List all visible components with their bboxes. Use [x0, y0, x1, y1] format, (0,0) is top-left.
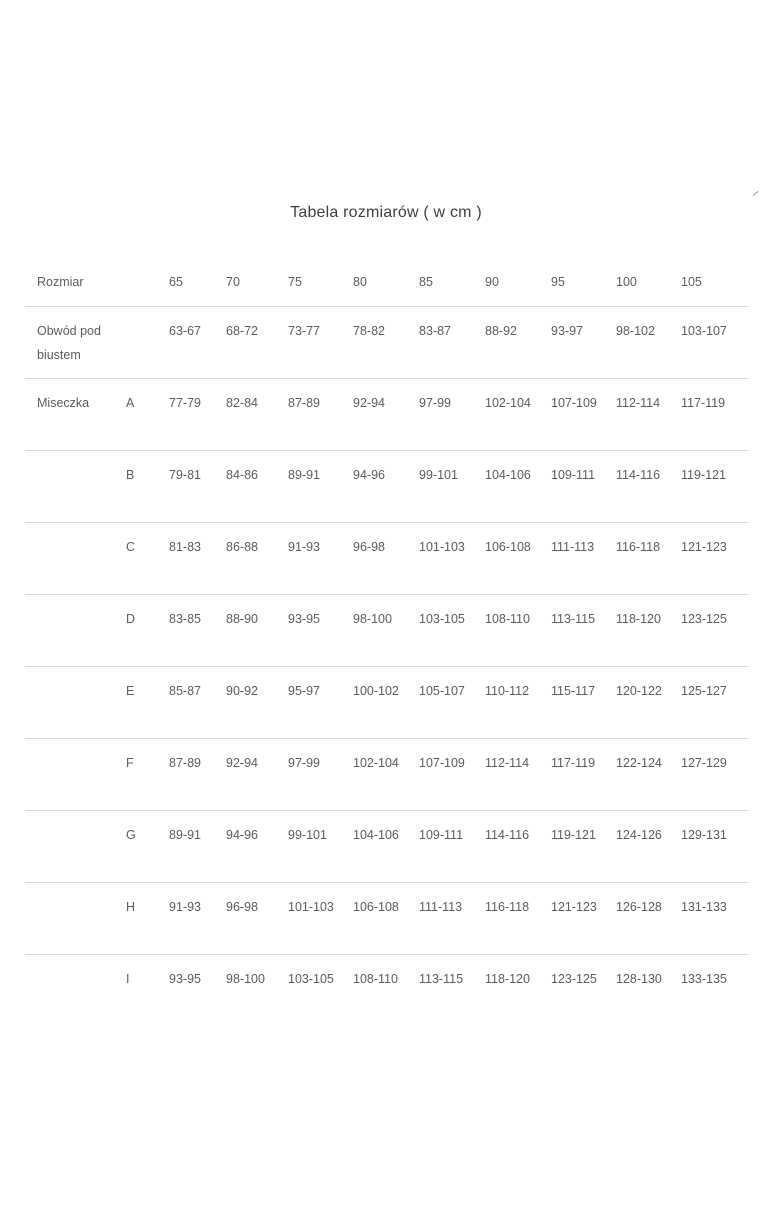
cup-letter-cell: F	[126, 738, 169, 810]
table-row	[25, 954, 749, 1026]
table-row	[25, 810, 749, 882]
empty-cell	[25, 882, 126, 954]
cup-value-cell: 91-93	[169, 882, 226, 954]
size-header-cell: 65	[169, 258, 226, 306]
cup-value-cell: 79-81	[169, 450, 226, 522]
cup-value-cell: 101-103	[288, 882, 353, 954]
cup-value-cell: 118-120	[616, 594, 681, 666]
cup-value-cell: 124-126	[616, 810, 681, 882]
cup-value-cell: 103-105	[288, 971, 334, 986]
cup-value-cell: 131-133	[681, 882, 749, 954]
cup-letter-cell: G	[126, 810, 169, 882]
band-value-cell: 68-72	[226, 306, 288, 378]
cup-value-cell: 97-99	[288, 738, 353, 810]
cup-value-cell: 108-110	[353, 971, 398, 986]
empty-cell	[25, 450, 126, 522]
size-header-cell: 80	[353, 258, 419, 306]
cup-value-cell: 101-103	[419, 522, 485, 594]
cup-value-cell: 91-93	[288, 522, 353, 594]
cup-value-cell: 89-91	[288, 450, 353, 522]
cup-value-cell: 108-110	[485, 594, 551, 666]
table-row	[25, 522, 749, 594]
band-value-cell: 93-97	[551, 306, 616, 378]
cup-value-cell: 121-123	[551, 882, 616, 954]
cup-value-cell: 116-118	[616, 522, 681, 594]
cup-value-cell: 96-98	[226, 882, 288, 954]
cup-value-cell: 84-86	[226, 450, 288, 522]
band-value-cell: 88-92	[485, 306, 551, 378]
cup-value-cell: 113-115	[419, 971, 464, 986]
cup-value-cell: 128-130	[616, 971, 662, 986]
size-header-cell: 75	[288, 258, 353, 306]
size-header-cell: 90	[485, 258, 551, 306]
cup-value-cell: 99-101	[288, 810, 353, 882]
cup-value-cell: 126-128	[616, 882, 681, 954]
table-row	[25, 450, 749, 522]
size-header-cell: 105	[681, 258, 749, 306]
cup-value-cell: 88-90	[226, 594, 288, 666]
empty-cell	[25, 810, 126, 882]
empty-cell	[25, 738, 126, 810]
cup-value-cell: 85-87	[169, 666, 226, 738]
cup-value-cell: 92-94	[226, 738, 288, 810]
cup-value-cell: 93-95	[288, 594, 353, 666]
table-row	[25, 594, 749, 666]
band-value-cell: 98-102	[616, 306, 681, 378]
empty-cell	[126, 258, 169, 306]
cup-value-cell: 77-79	[169, 378, 226, 450]
cup-value-cell: 109-111	[551, 450, 616, 522]
cup-value-cell: 90-92	[226, 666, 288, 738]
cup-value-cell: 114-116	[485, 810, 551, 882]
table-row	[25, 378, 749, 450]
cup-value-cell: 125-127	[681, 666, 749, 738]
cup-value-cell: 115-117	[551, 666, 616, 738]
cup-value-cell: 112-114	[616, 378, 681, 450]
band-value-cell: 78-82	[353, 306, 419, 378]
table-body	[25, 258, 749, 1026]
band-value-cell: 103-107	[681, 306, 749, 378]
cup-letter-cell: D	[126, 594, 169, 666]
cup-value-cell: 123-125	[551, 971, 597, 986]
size-header-cell: 95	[551, 258, 616, 306]
size-header-cell: 70	[226, 258, 288, 306]
cup-value-cell: 87-89	[288, 378, 353, 450]
cup-value-cell: 111-113	[551, 522, 616, 594]
size-header-row	[25, 258, 749, 306]
cup-letter-cell: A	[126, 378, 169, 450]
cup-value-cell: 100-102	[353, 666, 419, 738]
cup-letter-cell: I	[126, 971, 130, 986]
cup-value-cell: 107-109	[551, 378, 616, 450]
cup-letter-cell: H	[126, 882, 169, 954]
cup-value-cell: 133-135	[681, 971, 727, 986]
cup-value-cell: 92-94	[353, 378, 419, 450]
band-value-cell: 83-87	[419, 306, 485, 378]
cup-value-cell: 95-97	[288, 666, 353, 738]
corner-mark	[752, 191, 758, 196]
cup-value-cell: 97-99	[419, 378, 485, 450]
size-table	[25, 258, 749, 1026]
empty-cell	[25, 522, 126, 594]
cup-value-cell: 87-89	[169, 738, 226, 810]
cup-value-cell: 89-91	[169, 810, 226, 882]
cup-value-cell: 120-122	[616, 666, 681, 738]
cup-value-cell: 109-111	[419, 810, 485, 882]
empty-cell	[25, 594, 126, 666]
cup-value-cell: 82-84	[226, 378, 288, 450]
cup-value-cell: 98-100	[226, 971, 265, 986]
cup-value-cell: 114-116	[616, 450, 681, 522]
cup-row-label: Miseczka	[25, 378, 126, 450]
cup-value-cell: 93-95	[169, 971, 201, 986]
cup-value-cell: 102-104	[353, 738, 419, 810]
cup-value-cell: 116-118	[485, 882, 551, 954]
cup-value-cell: 117-119	[551, 738, 616, 810]
cup-value-cell: 103-105	[419, 594, 485, 666]
cup-value-cell: 98-100	[353, 594, 419, 666]
cup-value-cell: 111-113	[419, 882, 485, 954]
empty-cell	[25, 666, 126, 738]
cup-value-cell: 129-131	[681, 810, 749, 882]
band-value-cell: 63-67	[169, 306, 226, 378]
cup-value-cell: 102-104	[485, 378, 551, 450]
cup-value-cell: 107-109	[419, 738, 485, 810]
cup-value-cell: 110-112	[485, 666, 551, 738]
band-row	[25, 306, 749, 378]
cup-value-cell: 81-83	[169, 522, 226, 594]
size-header-cell: 100	[616, 258, 681, 306]
table-row	[25, 738, 749, 810]
cup-letter-cell: B	[126, 450, 169, 522]
page-title: Tabela rozmiarów ( w cm )	[290, 204, 482, 221]
cup-value-cell: 104-106	[353, 810, 419, 882]
cup-letter-cell: E	[126, 666, 169, 738]
cup-value-cell: 113-115	[551, 594, 616, 666]
cup-value-cell: 105-107	[419, 666, 485, 738]
cup-value-cell: 119-121	[681, 450, 749, 522]
cup-value-cell: 83-85	[169, 594, 226, 666]
band-row-label: Obwód pod biustem	[25, 306, 126, 378]
empty-cell	[126, 306, 169, 378]
cup-value-cell: 118-120	[485, 971, 530, 986]
cup-value-cell: 112-114	[485, 738, 551, 810]
cup-letter-cell: C	[126, 522, 169, 594]
band-value-cell: 73-77	[288, 306, 353, 378]
table-row	[25, 666, 749, 738]
cup-value-cell: 121-123	[681, 522, 749, 594]
cup-value-cell: 106-108	[353, 882, 419, 954]
cup-value-cell: 94-96	[353, 450, 419, 522]
cup-value-cell: 106-108	[485, 522, 551, 594]
cup-value-cell: 117-119	[681, 378, 749, 450]
cup-value-cell: 122-124	[616, 738, 681, 810]
cup-value-cell: 99-101	[419, 450, 485, 522]
cup-value-cell: 127-129	[681, 738, 749, 810]
size-header-cell: 85	[419, 258, 485, 306]
cup-value-cell: 119-121	[551, 810, 616, 882]
cup-value-cell: 94-96	[226, 810, 288, 882]
cup-value-cell: 123-125	[681, 594, 749, 666]
cup-value-cell: 86-88	[226, 522, 288, 594]
cup-value-cell: 96-98	[353, 522, 419, 594]
empty-cell	[25, 954, 126, 1026]
table-row	[25, 882, 749, 954]
size-row-label: Rozmiar	[25, 258, 126, 306]
cup-value-cell: 104-106	[485, 450, 551, 522]
